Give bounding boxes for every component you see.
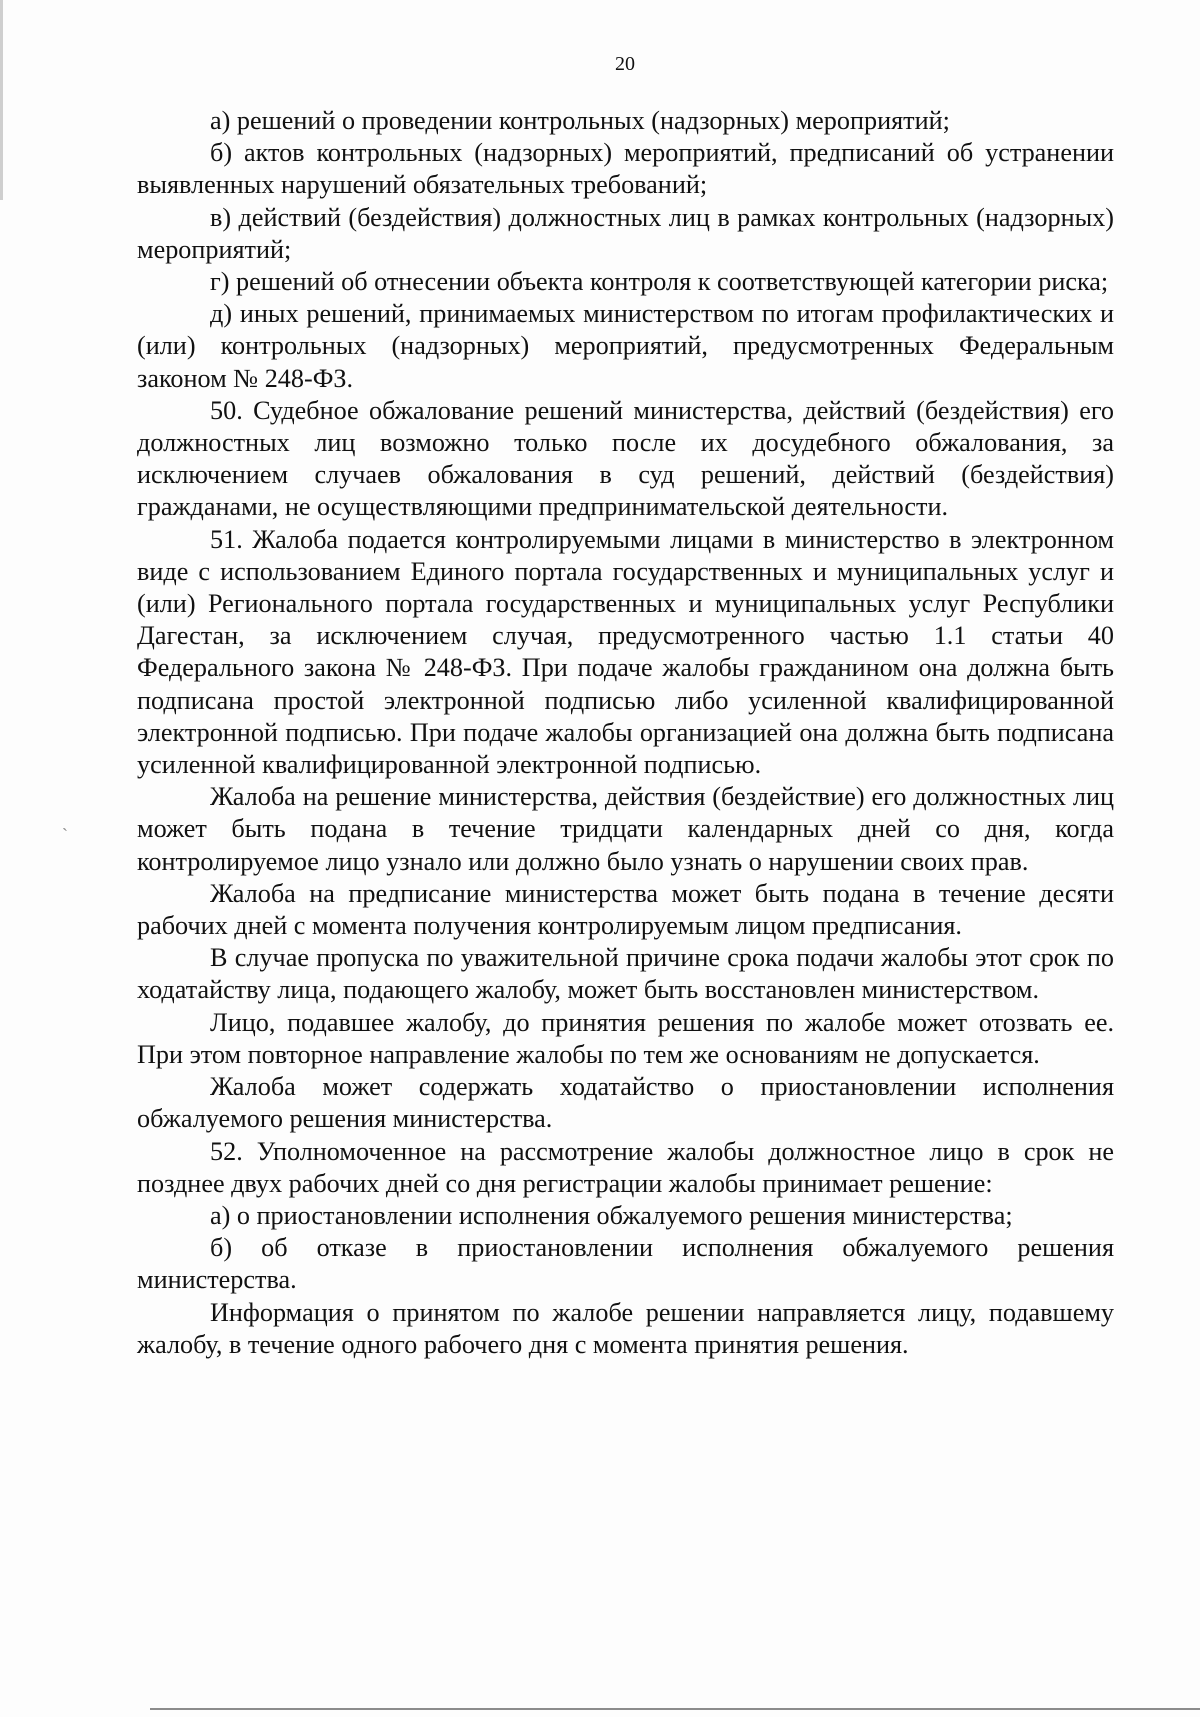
document-body [137,105,1114,1361]
paragraph-51: 51. Жалоба подается контролируемыми лицами в министерство в электронном виде с использованием Единого портала государственных и муниципальных услуг и (или) Регионального портала государственных и муниципальных услуг Республики Дагестан, за исключением случая, предусмотренного частью 1.1 статьи 40 Федерального закона № 248-ФЗ. При подаче жалобы гражданином она должна быть подписана простой электронной подписью либо усиленной квалифицированной электронной подписью. При подаче жалобы организацией она должна быть подписана усиленной квалифицированной электронной подписью. [137,524,1114,780]
paragraph-52: 52. Уполномоченное на рассмотрение жалобы должностное лицо в срок не позднее двух рабочих дней со дня регистрации жалобы принимает решение: [137,1136,1114,1198]
paragraph-a-decisions: а) решений о проведении контрольных (надзорных) мероприятий; [210,106,950,135]
paragraph-information: Информация о принятом по жалобе решении направляется лицу, подавшему жалобу, в течение одного рабочего дня с момента принятия решения. [137,1297,1114,1359]
paragraph-g-risk: г) решений об отнесении объекта контроля к соответствующей категории риска; [210,267,1109,297]
scan-edge-bottom [150,1708,1200,1710]
scan-edge-left [0,0,3,200]
paragraph-52-b: б) об отказе в приостановлении исполнения обжалуемого решения министерства. [137,1233,1114,1295]
paragraph-missed-deadline: В случае пропуска по уважительной причине срока подачи жалобы этот срок по ходатайству лица, подающего жалобу, может быть восстановлен министерством. [137,943,1114,1005]
paragraph-complaint-decision: Жалоба на решение министерства, действия (бездействие) его должностных лиц может быть подана в течение тридцати календарных дней со дня, когда контролируемое лицо узнало или должно было узнать о нарушении своих прав. [137,782,1114,876]
paragraph-v-actions: в) действий (бездействия) должностных лиц в рамках контрольных (надзорных) мероприятий; [137,202,1114,264]
paragraph-52-a: а) о приостановлении исполнения обжалуемого решения министерства; [210,1200,1013,1230]
scan-speck: ` [62,825,68,845]
paragraph-50: 50. Судебное обжалование решений министерства, действий (бездействия) его должностных лиц возможно только после их досудебного обжалования, за исключением случаев обжалования в суд решений, действий (бездействия) гражданами, не осуществляющими предпринимательской деятельности. [137,395,1114,522]
paragraph-withdraw: Лицо, подавшее жалобу, до принятия решения по жалобе может отозвать ее. При этом повторное направление жалобы по тем же основаниям не допускается. [137,1007,1114,1069]
paragraph-d-other: д) иных решений, принимаемых министерством по итогам профилактических и (или) контрольных (надзорных) мероприятий, предусмотренных Федеральным законом № 248-ФЗ. [137,299,1114,393]
page-number: 20 [615,53,635,75]
paragraph-b-acts: б) актов контрольных (надзорных) мероприятий, предписаний об устранении выявленных нарушений обязательных требований; [137,138,1114,200]
paragraph-suspension-request: Жалоба может содержать ходатайство о приостановлении исполнения обжалуемого решения министерства. [137,1072,1114,1134]
paragraph-complaint-order: Жалоба на предписание министерства может быть подана в течение десяти рабочих дней с момента получения контролируемым лицом предписания. [137,878,1114,941]
